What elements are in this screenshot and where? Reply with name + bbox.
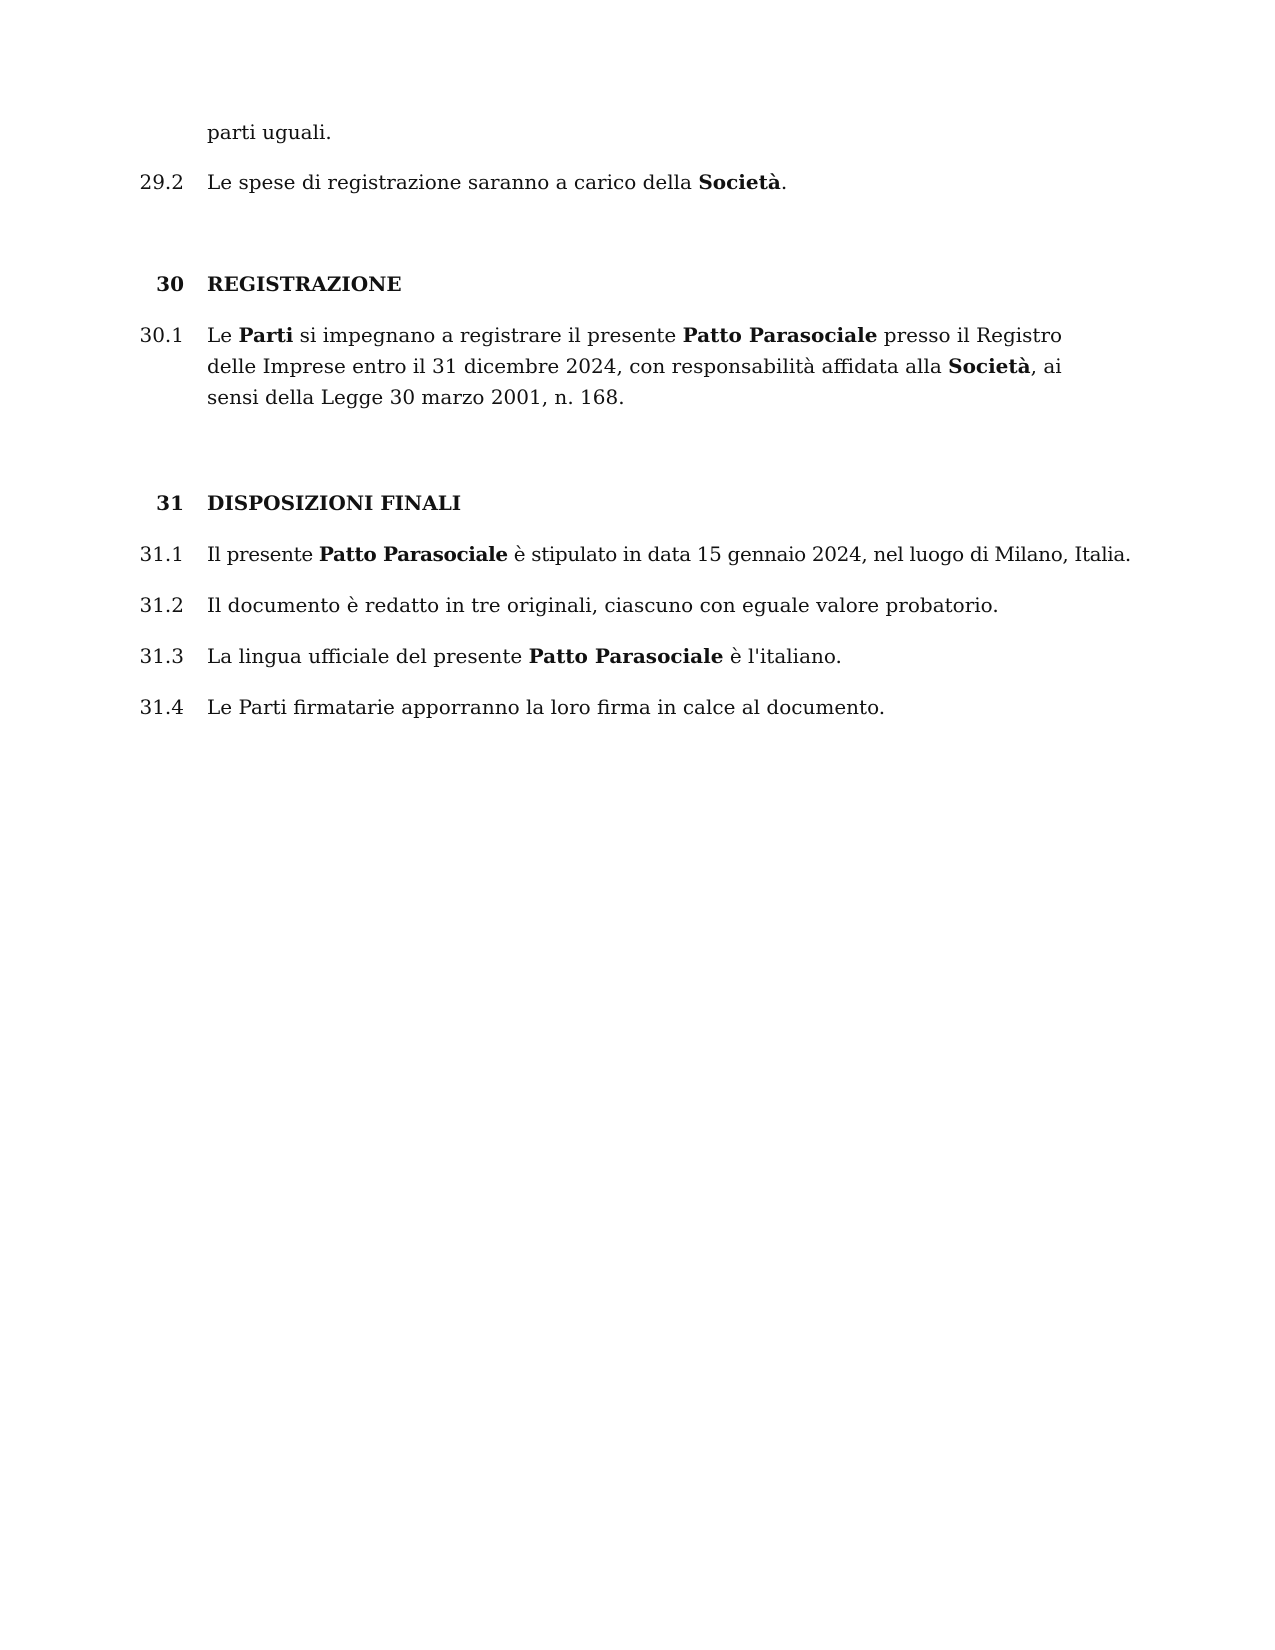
bold-term: Patto Parasociale — [528, 644, 724, 668]
text-run: , ai sensi della Legge 30 marzo 2001, n. 168. — [207, 354, 1062, 409]
clause-text: Il documento è redatto in tre originali, ciascuno con eguale valore probatorio. — [207, 593, 999, 617]
clause-number: 29.2 — [139, 170, 184, 194]
clause-number: 31.2 — [139, 593, 184, 617]
bold-term: Società — [948, 354, 1031, 378]
clause-text: Le Parti firmatarie apporranno la loro firma in calce al documento. — [207, 695, 886, 719]
clause-number: 31.4 — [139, 695, 184, 719]
clause-text: parti uguali. — [207, 120, 332, 144]
clause-number: 31.1 — [139, 542, 184, 566]
section-title: REGISTRAZIONE — [207, 272, 402, 296]
clause-text — [207, 167, 1107, 198]
clause-text — [207, 320, 1077, 413]
bold-term: Parti — [238, 323, 294, 347]
bold-term: Patto Parasociale — [318, 542, 508, 566]
section-number: 30 — [156, 272, 184, 296]
text-run: Il presente — [207, 542, 319, 566]
bold-term: Patto Parasociale — [682, 323, 878, 347]
text-run: presso il Registro delle Imprese entro il 31 dicembre 2024, con responsabilità affidata alla — [207, 323, 1063, 378]
text-run: Le spese di registrazione saranno a carico della — [207, 170, 699, 194]
text-run: è l'italiano. — [723, 644, 842, 668]
clause-number: 31.3 — [139, 644, 184, 668]
clause-text — [207, 641, 1107, 672]
clause-number: 30.1 — [139, 323, 184, 347]
text-run: . — [780, 170, 788, 194]
bold-term: Società — [698, 170, 781, 194]
text-run: è stipulato in data 15 gennaio 2024, nel luogo di Milano, Italia. — [507, 542, 1131, 566]
section-number: 31 — [156, 491, 184, 515]
text-run: Le — [207, 323, 239, 347]
section-title: DISPOSIZIONI FINALI — [207, 491, 462, 515]
clause-text — [207, 539, 1207, 570]
text-run: si impegnano a registrare il presente — [293, 323, 683, 347]
text-run: La lingua ufficiale del presente — [207, 644, 529, 668]
